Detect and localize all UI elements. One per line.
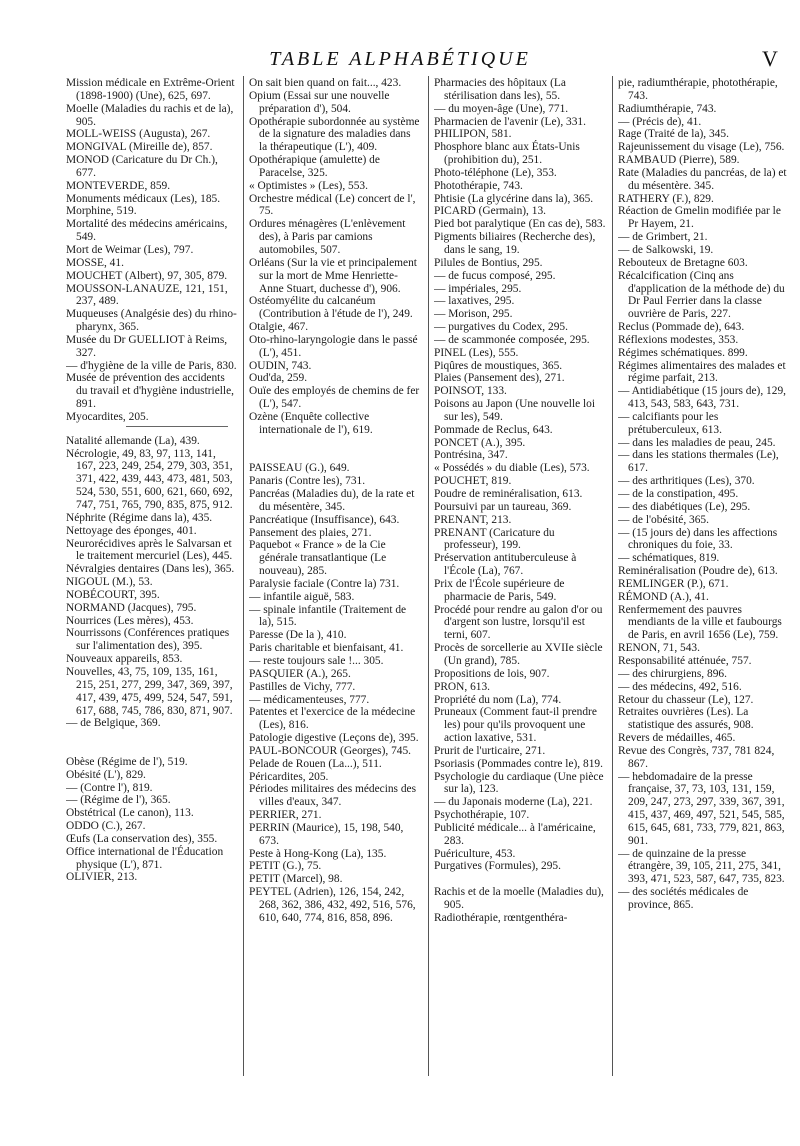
index-entry: Ouïe des employés de chemins de fer (L'), 547. xyxy=(249,385,420,411)
index-entry: Oto-rhino-laryngologie dans le passé (L'), 451. xyxy=(249,333,418,359)
index-entry: Pansement des plaies, 271. xyxy=(249,526,372,539)
index-entry: Paralysie faciale (Contre la) 731. xyxy=(249,577,400,590)
index-entry: Reclus (Pommade de), 643. xyxy=(618,321,745,334)
index-entry: Morphine, 519. xyxy=(66,205,137,218)
index-entry: Phtisie (La glycérine dans la), 365. xyxy=(434,192,594,205)
index-entry: Obésité (L'), 829. xyxy=(66,768,146,781)
index-entry: Nourrices (Les mères), 453. xyxy=(66,614,194,627)
index-entry: Oud'da, 259. xyxy=(249,372,308,385)
index-entry: Rajeunissement du visage (Le), 756. xyxy=(618,141,785,154)
index-entry: PAUL-BONCOUR (Georges), 745. xyxy=(249,744,411,757)
index-entry: NIGOUL (M.), 53. xyxy=(66,576,153,589)
section-rule xyxy=(126,426,228,427)
index-entry: — médicamenteuses, 777. xyxy=(249,693,370,706)
index-entry: NOBÉCOURT, 395. xyxy=(66,588,160,601)
index-entry: Nouveaux appareils, 853. xyxy=(66,653,183,666)
index-entry: — Morison, 295. xyxy=(434,308,513,321)
index-entry: Pommade de Reclus, 643. xyxy=(434,423,553,436)
index-entry: Moelle (Maladies du rachis et de la), 905. xyxy=(66,102,234,128)
index-entry: Propriété du nom (La), 774. xyxy=(434,693,562,706)
index-entry: — infantile aiguë, 583. xyxy=(249,590,355,603)
index-entry: — reste toujours sale !... 305. xyxy=(249,654,384,667)
index-entry: — d'hygiène de la ville de Paris, 830. xyxy=(66,359,237,372)
index-entry: NORMAND (Jacques), 795. xyxy=(66,601,197,614)
index-entry: Orléans (Sur la vie et principalement sur la mort de Mme Henriette-Anne Stuart, duchesse d'), 906. xyxy=(249,256,417,295)
index-entry: RAMBAUD (Pierre), 589. xyxy=(618,154,740,167)
index-entry: PRENANT, 213. xyxy=(434,513,512,526)
index-entry: Poudre de reminéralisation, 613. xyxy=(434,488,583,500)
index-entry: Office international de l'Éducation physique (L'), 871. xyxy=(66,845,224,871)
index-entry: — de scammonée composée, 295. xyxy=(434,333,590,346)
index-entry: — dans les stations thermales (Le), 617. xyxy=(618,449,779,475)
index-entry: Pigments biliaires (Recherche des), dans le sang, 19. xyxy=(434,231,596,256)
index-entry: PINEL (Les), 555. xyxy=(434,346,519,359)
index-entry: Pancréatique (Insuffisance), 643. xyxy=(249,513,400,526)
index-entry: Muqueuses (Analgésie des) du rhino-pharynx, 365. xyxy=(66,308,237,334)
index-entry: Photo-téléphone (Le), 353. xyxy=(434,166,557,179)
index-entry: MONTEVERDE, 859. xyxy=(66,179,171,192)
index-column-3 xyxy=(434,77,606,1137)
index-entry: « Optimistes » (Les), 553. xyxy=(249,179,368,192)
index-entry: — des sociétés médicales de province, 865. xyxy=(618,886,749,911)
index-entry: Pastilles de Vichy, 777. xyxy=(249,680,356,693)
index-entry: Musée de prévention des accidents du travail et d'hygiène industrielle, 891. xyxy=(66,372,234,411)
index-entry: Péricardites, 205. xyxy=(249,770,329,783)
index-entry: Prurit de l'urticaire, 271. xyxy=(434,744,546,757)
index-entry: Musée du Dr GUELLIOT à Reims, 327. xyxy=(66,333,228,359)
index-entry: Photothérapie, 743. xyxy=(434,179,523,192)
index-entry: Phosphore blanc aux États-Unis (prohibition du), 251. xyxy=(434,141,580,167)
index-entry: Nourrissons (Conférences pratiques sur l'alimentation des), 395. xyxy=(66,627,230,653)
index-entry: — des diabétiques (Le), 295. xyxy=(618,500,751,513)
index-entry: pie, radiumthérapie, photothérapie, 743. xyxy=(618,77,778,102)
index-entry: Pancréas (Maladies du), de la rate et du mésentère, 345. xyxy=(249,488,415,513)
index-entry: — de fucus composé, 295. xyxy=(434,269,556,282)
index-entry: MOSSE, 41. xyxy=(66,256,124,269)
index-entry: Névralgies dentaires (Dans les), 365. xyxy=(66,563,235,576)
index-entry: Rebouteux de Bretagne 603. xyxy=(618,256,748,269)
index-entry: REMLINGER (P.), 671. xyxy=(618,577,729,590)
index-entry: PRENANT (Caricature du professeur), 199. xyxy=(434,526,555,552)
index-entry: PEYTEL (Adrien), 126, 154, 242, 268, 362, 386, 432, 492, 516, 576, 610, 640, 774, 816, 858, 896. xyxy=(249,886,416,924)
index-entry: On sait bien quand on fait..., 423. xyxy=(249,77,402,89)
index-entry: OUDIN, 743. xyxy=(249,359,312,372)
index-column-2 xyxy=(249,77,421,1137)
index-entry: PERRIER, 271. xyxy=(249,809,322,822)
index-entry: Purgatives (Formules), 295. xyxy=(434,860,561,873)
index-entry: — des arthritiques (Les), 370. xyxy=(618,475,755,488)
index-entry: — schématiques, 819. xyxy=(618,552,720,565)
index-entry: Pied bot paralytique (En cas de), 583. xyxy=(434,218,606,231)
index-entry: PRON, 613. xyxy=(434,680,491,693)
index-entry: — de la constipation, 495. xyxy=(618,488,739,500)
index-entry: Retraites ouvrières (Les). La statistique des assurés, 908. xyxy=(618,706,754,732)
index-entry: — calcifiants pour les prétuberculeux, 613. xyxy=(618,410,722,436)
index-entry: POINSOT, 133. xyxy=(434,385,507,398)
index-entry: Pilules de Bontius, 295. xyxy=(434,256,543,269)
index-entry: — de l'obésité, 365. xyxy=(618,513,709,526)
page-number: V xyxy=(762,46,778,71)
index-entry: — de Salkowski, 19. xyxy=(618,243,714,256)
index-entry: OLIVIER, 213. xyxy=(66,871,138,884)
index-entry: Opothérapie subordonnée au système de la signature des maladies dans la thérapeutique (L'), 409. xyxy=(249,115,420,154)
index-entry: Préservation antituberculeuse à l'École (La), 767. xyxy=(434,552,577,578)
index-column-1 xyxy=(66,77,238,1137)
index-entry: RÉMOND (A.), 41. xyxy=(618,590,709,603)
index-entry: — des chirurgiens, 896. xyxy=(618,667,727,680)
index-entry: — (Précis de), 41. xyxy=(618,115,702,128)
index-entry: Poisons au Japon (Une nouvelle loi sur les), 549. xyxy=(434,398,596,423)
index-entry: Psoriasis (Pommades contre le), 819. xyxy=(434,757,603,770)
index-entry: Réflexions modestes, 353. xyxy=(618,333,739,346)
column-divider xyxy=(428,76,429,1076)
section-gap xyxy=(66,730,238,756)
index-entry: Mortalité des médecins américains, 549. xyxy=(66,218,228,244)
index-entry: Néphrite (Régime dans la), 435. xyxy=(66,511,213,524)
index-entry: Opium (Essai sur une nouvelle préparation d'), 504. xyxy=(249,89,390,115)
index-entry: Orchestre médical (Le) concert de l', 75. xyxy=(249,192,416,218)
index-entry: Radiothérapie, rœntgenthéra- xyxy=(434,911,568,924)
index-entry: Nécrologie, 49, 83, 97, 113, 141, 167, 223, 249, 254, 279, 303, 351, 371, 422, 439, 443, 473, 481, 503, 524, 530, 551, 600, 621, 660, 692, 747, 751, 765, 790, 835, 875, 912. xyxy=(66,447,233,511)
index-entry: — dans les maladies de peau, 245. xyxy=(618,436,776,449)
index-entry: Opothérapique (amulette) de Paracelse, 325. xyxy=(249,154,380,179)
page-title: TABLE ALPHABÉTIQUE xyxy=(269,48,531,70)
index-entry: — de Grimbert, 21. xyxy=(618,231,708,244)
index-entry: Otalgie, 467. xyxy=(249,321,309,334)
index-entry: Régimes schématiques. 899. xyxy=(618,346,748,359)
index-entry: Rate (Maladies du pancréas, de la) et du mésentère. 345. xyxy=(618,166,787,192)
column-divider xyxy=(612,76,613,1076)
index-entry: PASQUIER (A.), 265. xyxy=(249,667,351,680)
index-entry: Mission médicale en Extrême-Orient (1898-1900) (Une), 625, 697. xyxy=(66,77,235,102)
index-entry: Neurorécidives après le Salvarsan et le traitement mercuriel (Les), 445. xyxy=(66,537,233,563)
index-entry: RENON, 71, 543. xyxy=(618,642,700,655)
index-entry: Radiumthérapie, 743. xyxy=(618,102,717,115)
index-entry: Périodes militaires des médecins des villes d'eaux, 347. xyxy=(249,783,417,809)
index-entry: Revue des Congrès, 737, 781 824, 867. xyxy=(618,744,775,770)
index-entry: Pelade de Rouen (La...), 511. xyxy=(249,757,382,770)
index-entry: Responsabilité atténuée, 757. xyxy=(618,654,752,667)
index-entry: Pharmacies des hôpitaux (La stérilisation dans les), 55. xyxy=(434,77,566,102)
column-divider xyxy=(243,76,244,1076)
index-entry: Renfermement des pauvres mendiants de la ville et faubourgs de Paris, en avril 1656 (Le), 759. xyxy=(618,603,782,642)
index-entry: « Possédés » du diable (Les), 573. xyxy=(434,462,590,475)
index-entry: Natalité allemande (La), 439. xyxy=(66,434,200,447)
index-entry: Réaction de Gmelin modifiée par le Pr Hayem, 21. xyxy=(618,205,781,231)
index-entry: MONGIVAL (Mireille de), 857. xyxy=(66,141,213,154)
index-entry: Psychologie du cardiaque (Une pièce sur la), 123. xyxy=(434,770,604,796)
index-entry: Pontrésina, 347. xyxy=(434,449,508,462)
index-entry: Panaris (Contre les), 731. xyxy=(249,475,366,488)
index-entry: Rage (Traité de la), 345. xyxy=(618,128,729,141)
index-entry: Mort de Weimar (Les), 797. xyxy=(66,243,194,256)
index-entry: Procédé pour rendre au galon d'or ou d'argent son lustre, lorsqu'il est terni, 607. xyxy=(434,603,603,642)
index-entry: ODDO (C.), 267. xyxy=(66,820,146,833)
index-entry: Pharmacien de l'avenir (Le), 331. xyxy=(434,115,586,128)
index-entry: Nettoyage des éponges, 401. xyxy=(66,524,197,537)
index-entry: RATHERY (F.), 829. xyxy=(618,192,714,205)
index-entry: — (15 jours de) dans les affections chroniques du foie, 33. xyxy=(618,526,778,552)
index-entry: Propositions de lois, 907. xyxy=(434,667,550,680)
index-entry: Monuments médicaux (Les), 185. xyxy=(66,192,221,205)
index-entry: PAISSEAU (G.), 649. xyxy=(249,462,350,475)
index-entry: Publicité médicale... à l'américaine, 283. xyxy=(434,821,596,847)
index-entry: MOLL-WEISS (Augusta), 267. xyxy=(66,128,211,141)
index-entry: — impériales, 295. xyxy=(434,282,522,295)
index-entry: PERRIN (Maurice), 15, 198, 540, 673. xyxy=(249,821,404,847)
index-entry: MOUCHET (Albert), 97, 305, 879. xyxy=(66,269,228,282)
index-entry: Plaies (Pansement des), 271. xyxy=(434,372,565,385)
section-gap xyxy=(434,873,606,886)
section-gap xyxy=(249,437,421,463)
index-entry: PETIT (G.), 75. xyxy=(249,860,322,873)
index-entry: — du moyen-âge (Une), 771. xyxy=(434,102,569,115)
index-entry: — hebdomadaire de la presse française, 37, 73, 103, 131, 159, 209, 247, 273, 297, 339, 367, 391, 415, 437, 469, 497, 521, 545, 585, 615, 645, 681, 733, 779, 821, 863, 901. xyxy=(618,770,785,847)
index-entry: Poursuivi par un taureau, 369. xyxy=(434,500,572,513)
index-entry: Reminéralisation (Poudre de), 613. xyxy=(618,565,778,578)
index-entry: Obèse (Régime de l'), 519. xyxy=(66,755,188,768)
index-entry: Prix de l'École supérieure de pharmacie de Paris, 549. xyxy=(434,577,565,603)
index-entry: — spinale infantile (Traitement de la), 515. xyxy=(249,603,407,629)
index-entry: Ostéomyélite du calcanéum (Contribution à l'étude de l'), 249. xyxy=(249,295,413,321)
index-entry: — Antidiabétique (15 jours de), 129, 413, 543, 583, 643, 731. xyxy=(618,385,786,411)
index-entry: MOUSSON-LANAUZE, 121, 151, 237, 489. xyxy=(66,282,228,308)
index-entry: Paquebot « France » de la Cie générale transatlantique (Le nouveau), 285. xyxy=(249,539,387,578)
index-entry: Peste à Hong-Kong (La), 135. xyxy=(249,847,387,860)
index-entry: PICARD (Germain), 13. xyxy=(434,205,546,218)
index-entry: Œufs (La conservation des), 355. xyxy=(66,832,218,845)
index-entry: Piqûres de moustiques, 365. xyxy=(434,359,563,372)
index-entry: Paresse (De la ), 410. xyxy=(249,629,347,642)
index-entry: Revers de médailles, 465. xyxy=(618,732,736,745)
index-entry: — de Belgique, 369. xyxy=(66,717,161,730)
index-entry: Récalcification (Cinq ans d'application de la méthode de) du Dr Paul Ferrier dans la classe ouvrière de Paris, 227. xyxy=(618,269,785,321)
index-entry: Puériculture, 453. xyxy=(434,847,516,860)
index-entry: Obstétrical (Le canon), 113. xyxy=(66,807,194,820)
index-entry: Ordures ménagères (L'enlèvement des), à Paris par camions automobiles, 507. xyxy=(249,218,406,256)
index-entry: — du Japonais moderne (La), 221. xyxy=(434,796,593,809)
index-entry: Myocardites, 205. xyxy=(66,410,149,423)
index-entry: PONCET (A.), 395. xyxy=(434,436,526,449)
index-entry: POUCHET, 819. xyxy=(434,475,512,488)
index-entry: Retour du chasseur (Le), 127. xyxy=(618,693,754,706)
index-entry: — (Contre l'), 819. xyxy=(66,781,153,794)
index-entry: PETIT (Marcel), 98. xyxy=(249,873,343,886)
index-entry: Paris charitable et bienfaisant, 41. xyxy=(249,642,404,655)
index-column-4 xyxy=(618,77,790,1137)
index-entry: — des médecins, 492, 516. xyxy=(618,680,742,693)
index-entry: Psychothérapie, 107. xyxy=(434,809,530,822)
index-entry: Ozène (Enquête collective internationale de l'), 619. xyxy=(249,410,373,436)
index-entry: MONOD (Caricature du Dr Ch.), 677. xyxy=(66,154,218,179)
index-entry: Pruneaux (Comment faut-il prendre les) pour qu'ils provoquent une action laxative, 531. xyxy=(434,706,597,745)
index-entry: Régimes alimentaires des malades et régime parfait, 213. xyxy=(618,359,786,385)
index-entry: — laxatives, 295. xyxy=(434,295,515,308)
index-entry: — (Régime de l'), 365. xyxy=(66,794,171,807)
index-entry: — de quinzaine de la presse étrangère, 39, 105, 211, 275, 341, 393, 471, 523, 587, 647, 735, 823. xyxy=(618,847,785,886)
index-entry: PHILIPON, 581. xyxy=(434,128,512,141)
index-entry: Rachis et de la moelle (Maladies du), 905. xyxy=(434,886,604,911)
index-entry: — purgatives du Codex, 295. xyxy=(434,321,568,334)
index-entry: Patologie digestive (Leçons de), 395. xyxy=(249,732,419,745)
index-entry: Nouvelles, 43, 75, 109, 135, 161, 215, 251, 277, 299, 347, 369, 397, 417, 439, 475, 499, 524, 547, 591, 617, 688, 745, 786, 830, 871, 907. xyxy=(66,665,233,717)
index-entry: Procès de sorcellerie au XVIIe siècle (Un grand), 785. xyxy=(434,642,603,667)
index-entry: Patentes et l'exercice de la médecine (Les), 816. xyxy=(249,706,416,732)
